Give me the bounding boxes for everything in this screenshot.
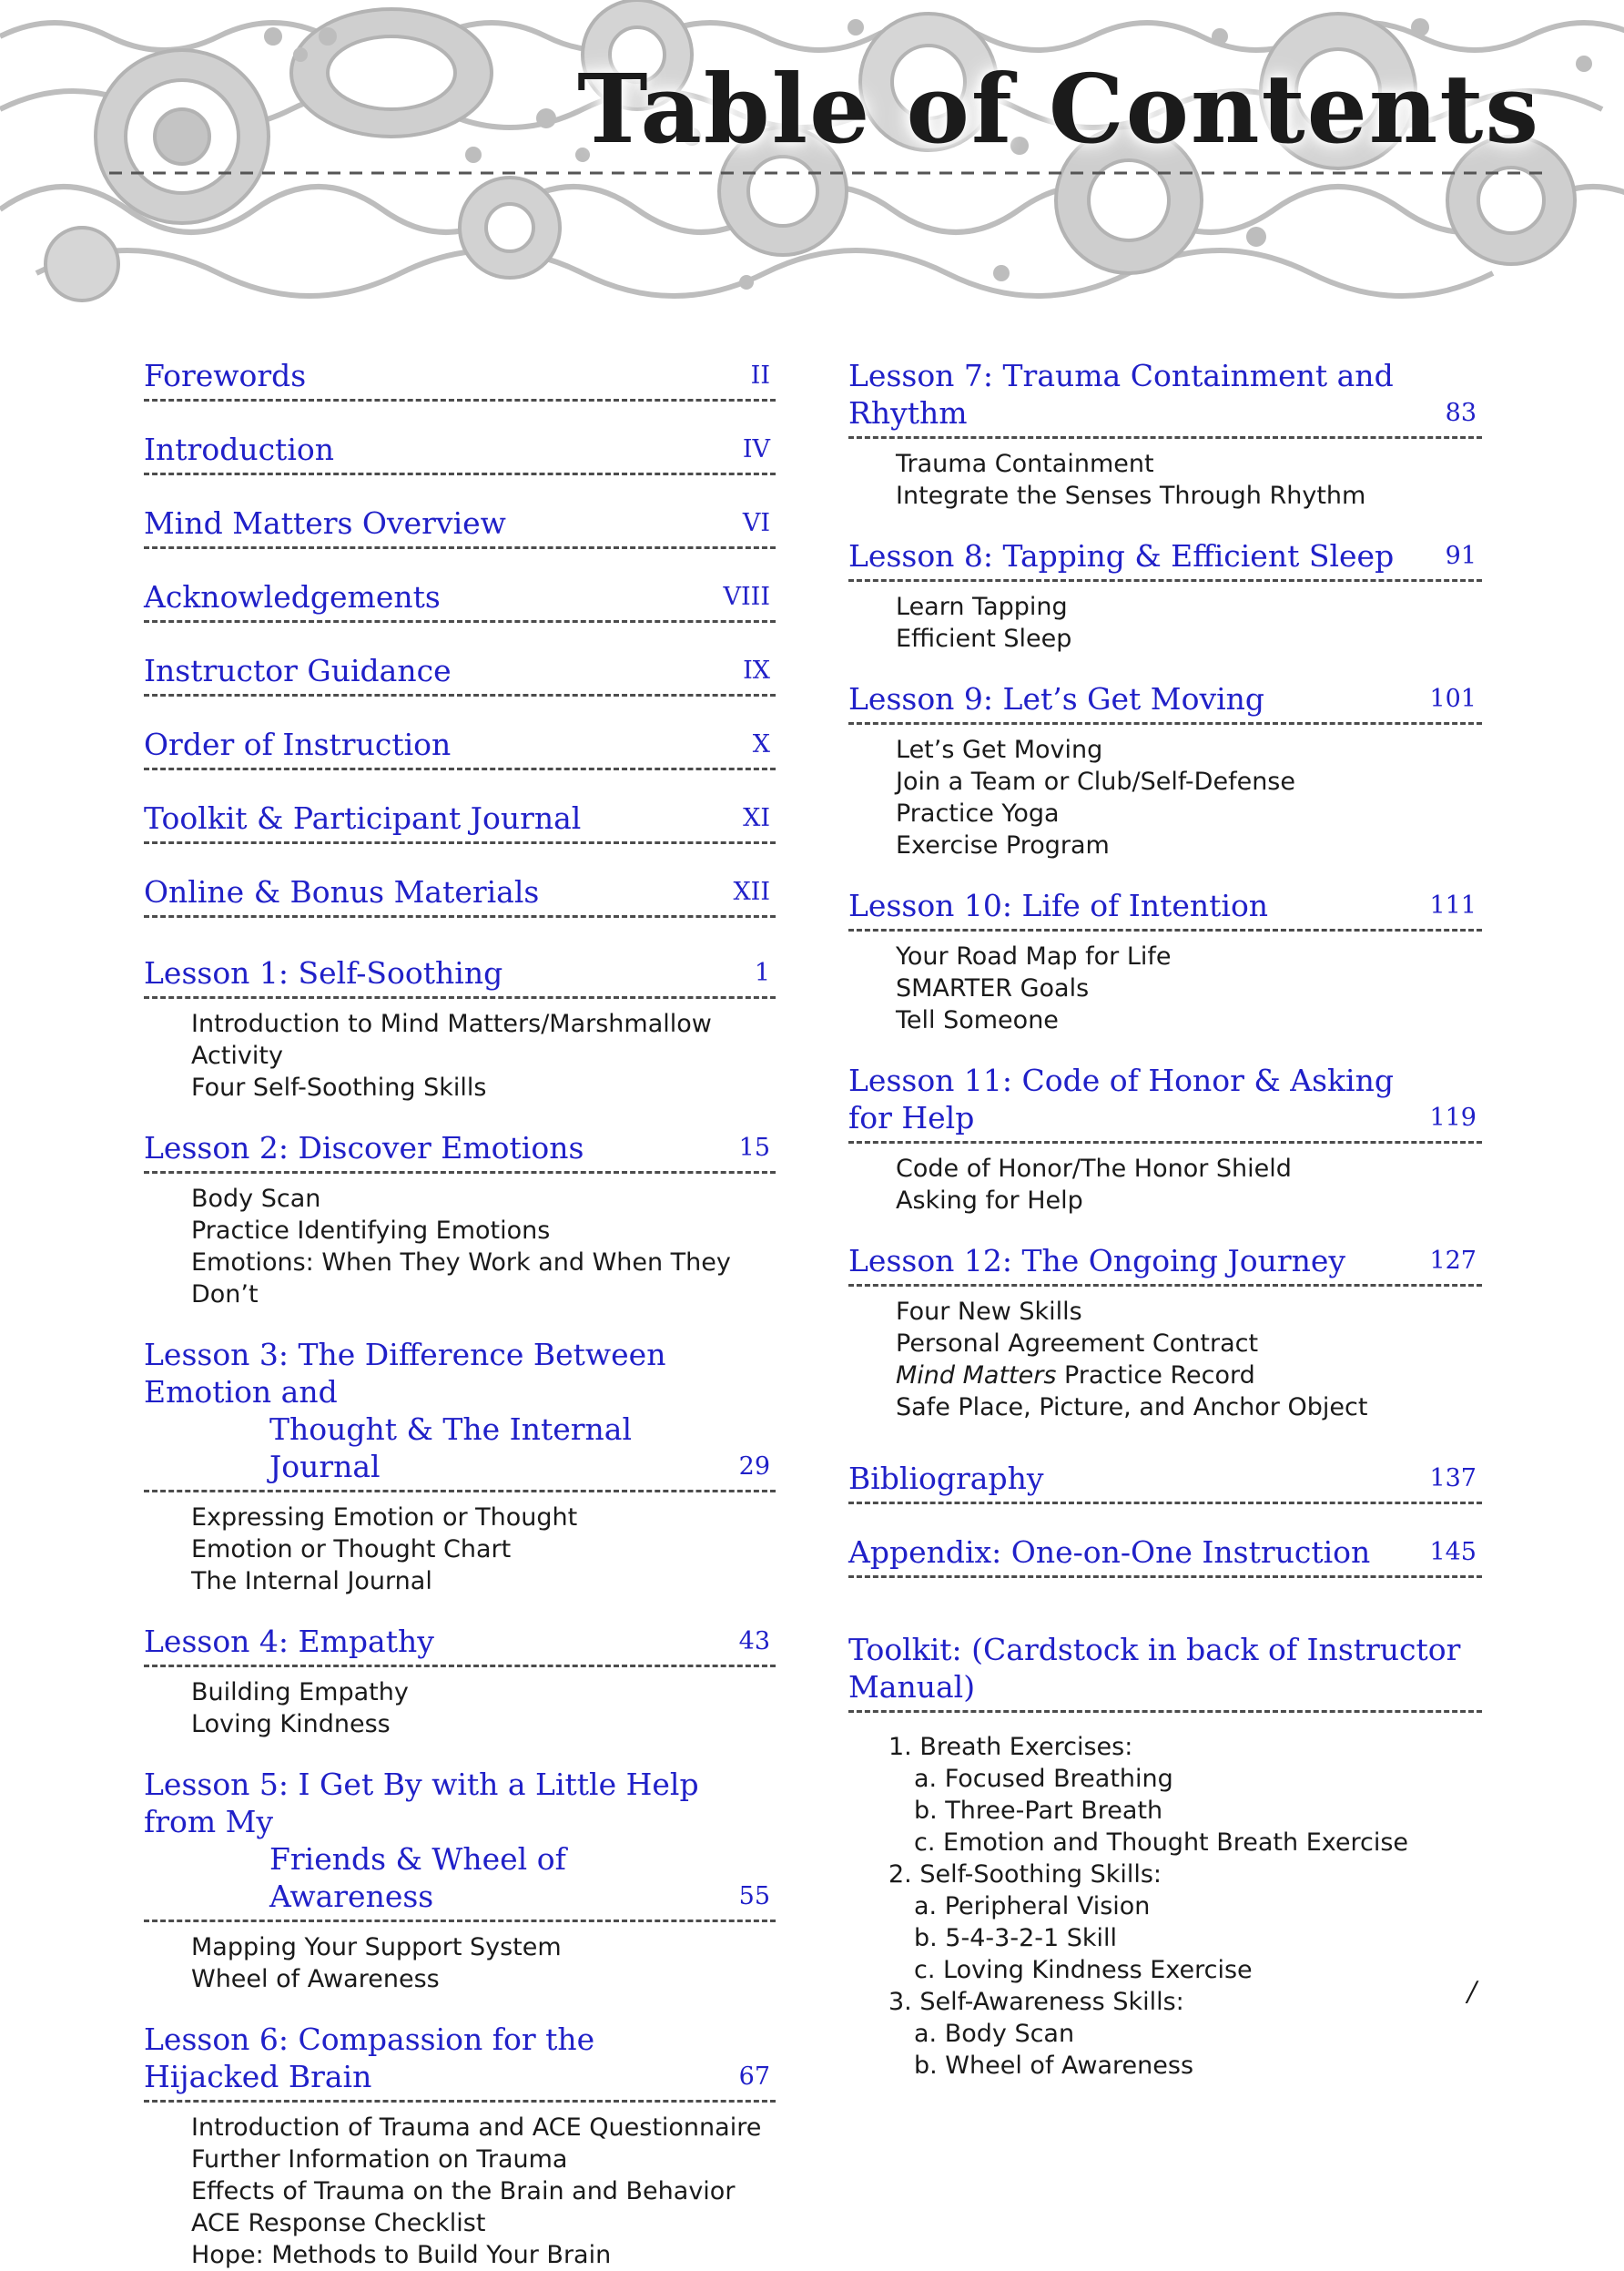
list-item: Four Self-Soothing Skills (191, 1074, 487, 1102)
toc-entry-instructor-guidance[interactable]: Instructor Guidance IX (144, 652, 776, 697)
toc-entry-lesson-11[interactable]: Lesson 11: Code of Honor & Asking for Help 119 Code of Honor/The Honor Shield Asking for Help (848, 1062, 1482, 1217)
list-item: 3. Self-Awareness Skills: (888, 1988, 1184, 2016)
list-item: c. Loving Kindness Exercise (914, 1956, 1253, 1984)
list-item: 2. Self-Soothing Skills: (888, 1860, 1162, 1889)
toc-entry-lesson-6[interactable]: Lesson 6: Compassion for the Hijacked Brain 67 Introduction of Trauma and ACE Questionnaire Further Information on Trauma Effects of Trauma on the Brain and Behavior ACE Response Checklist Hope: Methods to Build Your Brain (144, 2021, 776, 2271)
toc-entry-introduction[interactable]: Introduction IV (144, 431, 776, 475)
list-item: b. Wheel of Awareness (914, 2052, 1194, 2080)
list-item: Practice Yoga (896, 799, 1060, 828)
toc-entry-toolkit[interactable]: Toolkit: (Cardstock in back of Instructor Manual) 1. Breath Exercises: a. Focused Breathing b. Three-Part Breath c. Emotion and Thought Breath Exercise 2. Self-Soothing Skills: a. Peripheral Vision b. 5-4-3-2-1 Skill c. Loving Kindness Exercise 3. Self-Awareness Skills: a. Body Scan b. Wheel of Awareness (848, 1631, 1482, 2082)
list-item: Wheel of Awareness (191, 1965, 440, 1993)
list-item: Join a Team or Club/Self-Defense (896, 768, 1295, 796)
list-item: Let’s Get Moving (896, 736, 1103, 764)
list-item: Introduction of Trauma and ACE Questionnaire (191, 2113, 762, 2142)
list-item: Body Scan (191, 1185, 321, 1213)
toc-entry-toolkit-journal[interactable]: Toolkit & Participant Journal XI (144, 799, 776, 844)
list-item: Mapping Your Support System (191, 1933, 562, 1961)
list-item: Emotion or Thought Chart (191, 1535, 512, 1563)
page-title: Table of Contents (577, 53, 1540, 165)
list-item: Further Information on Trauma (191, 2145, 568, 2174)
toc-entry-order-of-instruction[interactable]: Order of Instruction X (144, 726, 776, 770)
toc-entry-bibliography[interactable]: Bibliography 137 (848, 1460, 1482, 1504)
list-item: b. Three-Part Breath (914, 1797, 1163, 1825)
toc-entry-lesson-7[interactable]: Lesson 7: Trauma Containment and Rhythm 83 Trauma Containment Integrate the Senses Through Rhythm (848, 357, 1482, 512)
toc-entry-overview[interactable]: Mind Matters Overview VI (144, 504, 776, 549)
list-item: Building Empathy (191, 1678, 409, 1706)
toc-right-column (848, 357, 1482, 2082)
list-item: Safe Place, Picture, and Anchor Object (896, 1393, 1368, 1421)
list-item: SMARTER Goals (896, 974, 1090, 1003)
toc-entry-lesson-9[interactable]: Lesson 9: Let’s Get Moving 101 Let’s Get Moving Join a Team or Club/Self-Defense Practice Yoga Exercise Program (848, 680, 1482, 861)
toc-entry-lesson-10[interactable]: Lesson 10: Life of Intention 111 Your Road Map for Life SMARTER Goals Tell Someone (848, 887, 1482, 1036)
toc-entry-online-bonus[interactable]: Online & Bonus Materials XII (144, 873, 776, 918)
toc-entry-lesson-3[interactable]: Lesson 3: The Difference Between Emotion and Thought & The Internal Journal 29 Expressing Emotion or Thought Emotion or Thought Chart The Internal Journal (144, 1336, 776, 1597)
list-item: Mind Matters Practice Record (896, 1361, 1255, 1390)
toc-entry-lesson-1[interactable]: Lesson 1: Self-Soothing 1 Introduction to Mind Matters/Marshmallow Activity Four Self-Soothing Skills (144, 954, 776, 1104)
list-item: a. Focused Breathing (914, 1765, 1173, 1793)
list-item: 1. Breath Exercises: (888, 1733, 1133, 1761)
list-item: a. Peripheral Vision (914, 1892, 1151, 1920)
list-item: b. 5-4-3-2-1 Skill (914, 1924, 1118, 1952)
toc-entry-lesson-2[interactable]: Lesson 2: Discover Emotions 15 Body Scan Practice Identifying Emotions Emotions: When They Work and When They Don’t (144, 1129, 776, 1310)
toc-entry-lesson-5[interactable]: Lesson 5: I Get By with a Little Help from My Friends & Wheel of Awareness 55 Mapping Your Support System Wheel of Awareness (144, 1766, 776, 1995)
list-item: Code of Honor/The Honor Shield (896, 1155, 1292, 1183)
toc-entry-lesson-12[interactable]: Lesson 12: The Ongoing Journey 127 Four New Skills Personal Agreement Contract Mind Matters Practice Record Safe Place, Picture, and Anchor Object (848, 1242, 1482, 1423)
toc-entry-lesson-4[interactable]: Lesson 4: Empathy 43 Building Empathy Loving Kindness (144, 1623, 776, 1740)
toc-entry-appendix[interactable]: Appendix: One-on-One Instruction 145 (848, 1533, 1482, 1578)
list-item: Four New Skills (896, 1298, 1082, 1326)
list-item: Loving Kindness (191, 1710, 391, 1738)
toc-entry-forewords[interactable]: Forewords II (144, 357, 776, 402)
list-item: Integrate the Senses Through Rhythm (896, 482, 1366, 510)
list-item: Your Road Map for Life (896, 942, 1172, 971)
list-item: Efficient Sleep (896, 625, 1072, 653)
list-item: Tell Someone (896, 1006, 1059, 1034)
toc-entry-lesson-8[interactable]: Lesson 8: Tapping & Efficient Sleep 91 Learn Tapping Efficient Sleep (848, 537, 1482, 655)
list-item: The Internal Journal (191, 1567, 432, 1595)
list-item: Practice Identifying Emotions (191, 1217, 551, 1245)
list-item: Hope: Methods to Build Your Brain (191, 2241, 612, 2269)
list-item: Learn Tapping (896, 593, 1068, 621)
toolkit-list (848, 1713, 1482, 2082)
list-item: c. Emotion and Thought Breath Exercise (914, 1828, 1409, 1857)
list-item: Introduction to Mind Matters/Marshmallow Activity (191, 1010, 712, 1070)
list-item: Emotions: When They Work and When They Don’t (191, 1248, 731, 1309)
list-item: Asking for Help (896, 1186, 1083, 1215)
toc-left-column (144, 357, 776, 2271)
list-item: Expressing Emotion or Thought (191, 1503, 578, 1532)
toc-entry-acknowledgements[interactable]: Acknowledgements VIII (144, 578, 776, 623)
list-item: Exercise Program (896, 831, 1110, 860)
list-item: a. Body Scan (914, 2020, 1075, 2048)
list-item: Personal Agreement Contract (896, 1329, 1259, 1358)
page-number: / (1467, 1976, 1477, 2008)
list-item: ACE Response Checklist (191, 2209, 486, 2237)
list-item: Effects of Trauma on the Brain and Behavior (191, 2177, 736, 2205)
list-item: Trauma Containment (896, 450, 1154, 478)
